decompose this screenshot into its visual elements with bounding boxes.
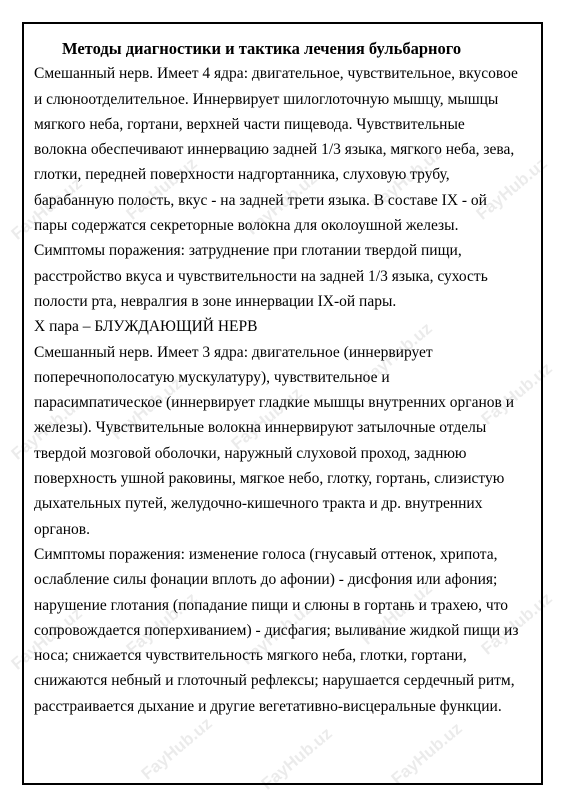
watermark: FayHub.uz: [7, 173, 86, 244]
watermark: FayHub.uz: [242, 168, 321, 239]
text-line: железы). Чувствительные волокна иннервируют затылочные отделы: [34, 419, 487, 437]
watermark: FayHub.uz: [477, 588, 556, 659]
text-line: ослабление силы фонации вплоть до афонии) - дисфония или афония;: [34, 571, 498, 589]
watermark: FayHub.uz: [137, 713, 216, 784]
watermark: FayHub.uz: [357, 318, 436, 389]
text-line: нарушение глотания (попадание пищи и слюны в гортань и трахею, что: [34, 596, 509, 614]
watermark: FayHub.uz: [107, 373, 186, 444]
document-page: [7, 22, 556, 794]
text-line: снижаются небный и глоточный рефлексы; нарушается сердечный ритм,: [34, 672, 515, 690]
section-heading: X пара – БЛУЖДАЮЩИЙ НЕРВ: [34, 318, 258, 336]
watermark: FayHub.uz: [237, 598, 316, 669]
text-line: и слюноотделительное. Иннервирует шилоглоточную мышцу, мышцы: [34, 90, 499, 108]
document-body: [34, 36, 532, 719]
watermark: FayHub.uz: [7, 603, 86, 674]
text-line: мягкого неба, гортани, верхней части пищевода. Чувствительные: [34, 115, 465, 133]
text-line: волокна обеспечивают иннервацию задней 1/3 языка, мягкого неба, зева,: [34, 141, 515, 159]
watermark: FayHub.uz: [387, 718, 466, 789]
watermark: FayHub.uz: [357, 578, 436, 649]
text-line: пары содержатся секреторные волокна для околоушной железы.: [34, 217, 459, 235]
watermark: FayHub.uz: [472, 153, 551, 224]
text-line: поперечнополосатую мускулатуру), чувствительное и: [34, 368, 390, 386]
text-line: Смешанный нерв. Имеет 4 ядра: двигательное, чувствительное, вкусовое: [34, 65, 518, 83]
text-line: Смешанный нерв. Имеет 3 ядра: двигательное (иннервирует: [34, 343, 433, 361]
watermark: FayHub.uz: [122, 588, 201, 659]
text-line: сопровождается поперхиванием) - дисфагия; выливание жидкой пищи из: [34, 621, 519, 639]
watermark: FayHub.uz: [122, 153, 201, 224]
watermark: FayHub.uz: [367, 143, 446, 214]
text-line: барабанную полость, вкус - на задней трети языка. В составе IX - ой: [34, 191, 487, 209]
text-line: глотки, передней поверхности надгортанника, слуховую трубу,: [34, 166, 450, 184]
text-line: расстройство вкуса и чувствительности на задней 1/3 языка, сухость: [34, 267, 488, 285]
text-line: расстраивается дыхание и другие вегетативно-висцеральные функции.: [34, 697, 502, 715]
text-line: дыхательных путей, желудочно-кишечного тракта и др. внутренних: [34, 495, 483, 513]
text-line: органов.: [34, 520, 90, 538]
text-line: поверхность ушной раковины, мягкое небо, глотку, гортань, слизистую: [34, 470, 505, 488]
text-line: Симптомы поражения: изменение голоса (гнусавый оттенок, хрипота,: [34, 545, 498, 563]
watermark: FayHub.uz: [477, 358, 556, 429]
document-title: Методы диагностики и тактика лечения бульбарного: [62, 39, 462, 58]
text-line: парасимпатическое (иннервирует гладкие мышцы внутренних органов и: [34, 394, 515, 412]
text-line: твердой мозговой оболочки, наружный слуховой проход, заднюю: [34, 444, 467, 462]
text-line: полости рта, невралгия в зоне иннервации IX-ой пары.: [34, 292, 397, 310]
watermark: FayHub.uz: [257, 723, 336, 794]
text-line: носа; снижается чувствительность мягкого неба, глотки, гортани,: [34, 647, 467, 665]
text-line: Симптомы поражения: затруднение при глотании твердой пищи,: [34, 242, 462, 260]
watermark: FayHub.uz: [7, 393, 86, 464]
watermark: FayHub.uz: [227, 383, 306, 454]
